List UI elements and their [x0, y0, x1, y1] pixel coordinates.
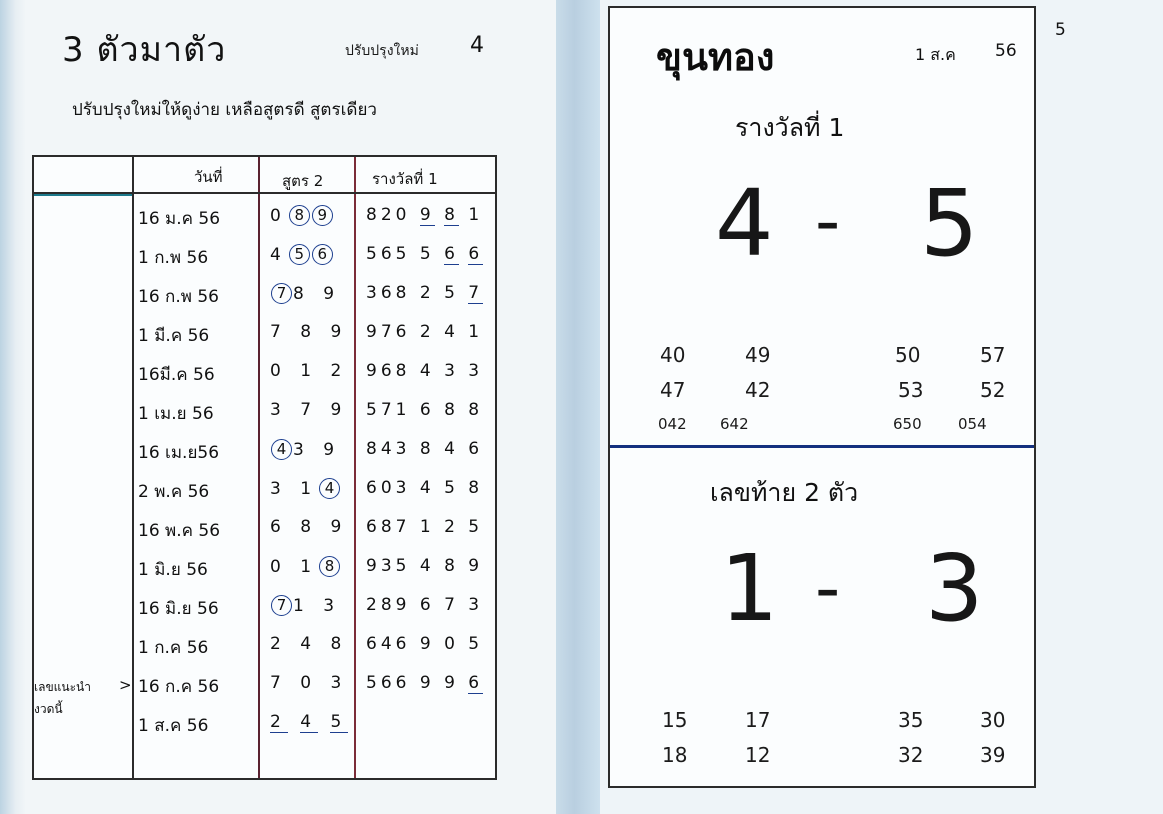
table-header-formula: สูตร 2 — [282, 172, 324, 190]
recommendation-label-1: เลขแนะนำ — [34, 680, 91, 694]
section-title-first-prize: รางวัลที่ 1 — [735, 113, 845, 142]
row-prize: 565 5 6 6 — [366, 244, 484, 264]
card-section-divider — [610, 445, 1034, 448]
row-date: 1 ส.ค 56 — [138, 716, 209, 736]
row-prize: 968 4 3 3 — [366, 361, 484, 381]
row-prize: 566 9 9 6 — [366, 673, 484, 693]
row-formula: 4 3 9 — [270, 439, 341, 460]
row-prize: 368 2 5 7 — [366, 283, 484, 303]
table-row — [34, 275, 495, 314]
row-prize: 935 4 8 9 — [366, 556, 484, 576]
two-digit-number: 30 — [980, 708, 1006, 732]
row-prize: 646 9 0 5 — [366, 634, 484, 654]
first-prize-triple: 042 — [658, 415, 687, 433]
two-digit-number: 35 — [898, 708, 924, 732]
row-formula: 0 1 2 — [270, 361, 349, 381]
page-title: 3 ตัวมาตัว — [62, 30, 227, 70]
table-row — [34, 353, 495, 392]
table-row — [34, 509, 495, 548]
row-date: 2 พ.ค 56 — [138, 482, 210, 502]
first-prize-number: 50 — [895, 343, 921, 367]
row-formula: 4 5 6 — [270, 244, 334, 265]
recommendation-note — [34, 676, 132, 720]
first-prize-number: 57 — [980, 343, 1006, 367]
row-formula: 2 4 8 — [270, 634, 349, 654]
row-formula: 3 7 9 — [270, 400, 349, 420]
row-formula: 7 0 3 — [270, 673, 349, 693]
row-prize: 976 2 4 1 — [366, 322, 484, 342]
two-digit-number: 15 — [662, 708, 688, 732]
row-prize: 603 4 5 8 — [366, 478, 484, 498]
first-prize-number: 47 — [660, 378, 686, 402]
table-row — [34, 392, 495, 431]
table-header-date: วันที่ — [194, 168, 223, 186]
table-row — [34, 548, 495, 587]
row-formula: 7 1 3 — [270, 595, 341, 616]
row-date: 16มี.ค 56 — [138, 365, 215, 385]
table-row — [34, 236, 495, 275]
table-row — [34, 431, 495, 470]
prediction-card — [608, 6, 1036, 788]
first-prize-triple: 054 — [958, 415, 987, 433]
first-prize-dash: - — [815, 180, 841, 262]
row-date: 16 เม.ย56 — [138, 443, 220, 463]
first-prize-triple: 642 — [720, 415, 749, 433]
table-header-divider-accent — [34, 194, 132, 196]
row-prize: 843 8 4 6 — [366, 439, 484, 459]
row-date: 1 มี.ค 56 — [138, 326, 210, 346]
section-title-two-digit: เลขท้าย 2 ตัว — [710, 478, 859, 507]
row-formula: 6 8 9 — [270, 517, 349, 537]
row-prize: 289 6 7 3 — [366, 595, 484, 615]
row-date: 1 ก.ค 56 — [138, 638, 209, 658]
results-table — [32, 155, 497, 780]
first-prize-triple: 650 — [893, 415, 922, 433]
table-header-prize: รางวัลที่ 1 — [372, 170, 438, 188]
two-digit-number: 18 — [662, 743, 688, 767]
two-digit-number: 12 — [745, 743, 771, 767]
two-digit-number: 32 — [898, 743, 924, 767]
right-page — [600, 0, 1163, 814]
revision-note: ปรับปรุงใหม่ — [345, 43, 419, 59]
row-date: 16 ก.พ 56 — [138, 287, 219, 307]
row-prize: 571 6 8 8 — [366, 400, 484, 420]
table-row — [34, 626, 495, 665]
left-page-number: 4 — [470, 33, 484, 58]
row-date: 16 พ.ค 56 — [138, 521, 221, 541]
row-prize: 820 9 8 1 — [366, 205, 484, 225]
table-row — [34, 704, 495, 743]
two-digit-left: 1 — [720, 535, 779, 642]
row-formula: 0 1 8 — [270, 556, 341, 577]
table-row — [34, 587, 495, 626]
tagline: ปรับปรุงใหม่ให้ดูง่าย เหลือสูตรดี สูตรเดียว — [72, 100, 377, 120]
draw-date: 1 ส.ค — [915, 45, 956, 64]
table-row — [34, 314, 495, 353]
recommendation-label-2: งวดนี้ — [34, 702, 63, 716]
row-date: 1 ก.พ 56 — [138, 248, 209, 268]
right-page-number: 5 — [1055, 20, 1066, 40]
table-row — [34, 665, 495, 704]
row-date: 16 ก.ค 56 — [138, 677, 220, 697]
first-prize-number: 49 — [745, 343, 771, 367]
left-page — [0, 0, 570, 814]
row-date: 1 เม.ย 56 — [138, 404, 214, 424]
row-formula: 2 4 5 — [270, 712, 349, 732]
row-formula: 0 8 9 — [270, 205, 334, 226]
row-date: 1 มิ.ย 56 — [138, 560, 208, 580]
first-prize-number: 53 — [898, 378, 924, 402]
first-prize-digit-left: 4 — [715, 170, 774, 277]
row-formula: 3 1 4 — [270, 478, 341, 499]
row-prize: 687 1 2 5 — [366, 517, 484, 537]
row-formula: 7 8 9 — [270, 283, 341, 304]
first-prize-number: 40 — [660, 343, 686, 367]
table-row — [34, 470, 495, 509]
two-digit-right: 3 — [925, 535, 984, 642]
table-row — [34, 197, 495, 236]
brand-title: ขุนทอง — [656, 35, 775, 79]
two-digit-number: 39 — [980, 743, 1006, 767]
two-digit-dash: - — [815, 547, 841, 629]
row-formula: 7 8 9 — [270, 322, 349, 342]
draw-year: 56 — [995, 41, 1017, 61]
first-prize-number: 52 — [980, 378, 1006, 402]
two-digit-number: 17 — [745, 708, 771, 732]
page-gutter-shadow — [556, 0, 602, 814]
arrow-icon: > — [119, 676, 132, 694]
first-prize-digit-right: 5 — [920, 170, 979, 277]
row-date: 16 มิ.ย 56 — [138, 599, 219, 619]
row-date: 16 ม.ค 56 — [138, 209, 221, 229]
first-prize-number: 42 — [745, 378, 771, 402]
